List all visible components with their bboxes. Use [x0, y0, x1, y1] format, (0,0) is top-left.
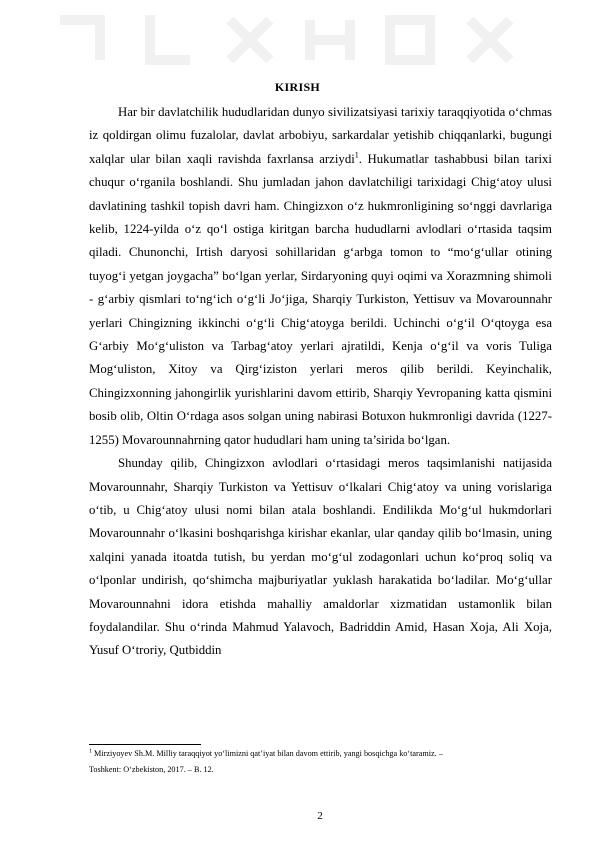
footnote-reference[interactable]: 1 — [354, 150, 359, 160]
footnote-citation: Mirziyoyev Sh.M. Milliy taraqqiyot yo‘limizni qat’iyat bilan davom ettirib, yangi bosqichga ko‘taramiz. – — [92, 749, 443, 758]
footnote-divider — [89, 744, 201, 745]
paragraph-1-text: Har bir davlatchilik hududlaridan dunyo sivilizatsiyasi tarixiy taraqqiyotida o‘chmas iz qoldirgan olimu fuzalolar, davlat arbobiyu, sarkardalar yetishib chiqqanlarki, bugungi xalqlar ular bilan xaqli ravishda faxrlansa arziydi — [89, 105, 552, 166]
footnote-number: 1 — [89, 748, 92, 755]
footnote-line-1 — [89, 746, 552, 762]
paragraph-1-continuation: . Hukumatlar tashabbusi bilan tarixi chuqur o‘rganila boshlandi. Shu jumladan jahon davlatchiligi tarixidagi Chig‘atoy ulusi davlatining tashkil topish davri ham. Chingizxon o‘z hukmronligining so‘nggi davrlariga kelib, 1224-yilda o‘z qo‘l ostiga kiritgan barcha hududlarni avlodlari o‘rtasida taqsim qiladi. Chunonchi, Irtish daryosi sohillaridan g‘arbga tomon to “mo‘g‘ullar otining tuyog‘i yetgan joygacha” bo‘lgan yerlar, Sirdaryoning quyi oqimi va Xorazmning shimoli - g‘arbiy qismlari to‘ng‘ich o‘g‘li Jo‘jiga, Sharqiy Turkiston, Yettisuv va Movarounnahr yerlari Chingizning ikkinchi o‘g‘li Chig‘atoyga berildi. Uchinchi o‘g‘il O‘qtoyga esa G‘arbiy Mo‘g‘uliston va Tarbag‘atoy yerlari ajratildi, Kenja o‘g‘il va voris Tuliga Mog‘uliston, Xitoy va Qirg‘iziston yerlari meros qilib berildi. Keyinchalik, Chingizxonning jahongirlik yurishlarini davom ettirib, Sharqiy Yevropaning katta qismini bosib olib, Oltin O‘rdaga asos solgan uning nabirasi Botuxon hukmronligi davrida (1227-1255) Movarounnahrning qator hududlari ham uning ta’sirida bo‘lgan. — [89, 151, 552, 447]
paragraph-1 — [89, 101, 552, 452]
footnote — [89, 746, 552, 778]
footnote-line-2: Toshkent: O‘zbekiston, 2017. – B. 12. — [89, 765, 214, 774]
page-number: 2 — [317, 810, 323, 822]
paragraph-2: Shunday qilib, Chingizxon avlodlari o‘rtasidagi meros taqsimlanishi natijasida Movarounnahr, Sharqiy Turkiston va Yettisuv o‘lkalari Chig‘atoy va uning vorislariga o‘tib, u Chig‘atoy ulusi nomi bilan atala boshlandi. Endilikda Mo‘g‘ul hukmdorlari Movarounnahr o‘lkasini boshqarishga kirishar ekanlar, ular qanday qilib bo‘lmasin, uning xalqini yanada itoatda tutish, bu yerdan mo‘g‘ul zodagonlari uchun ko‘proq soliq va o‘lponlar undirish, qo‘shimcha majburiyatlar yuklash harakatida bo‘ladilar. Mo‘g‘ullar Movarounnahni idora etishda mahalliy amaldorlar xizmatidan ustamonlik bilan foydalandilar. Shu o‘rinda Mahmud Yalavoch, Badriddin Amid, Hasan Xoja, Ali Xoja, Yusuf O‘troriy, Qutbiddin — [89, 456, 552, 658]
main-text — [89, 101, 552, 663]
page-title: KIRISH — [274, 80, 321, 94]
